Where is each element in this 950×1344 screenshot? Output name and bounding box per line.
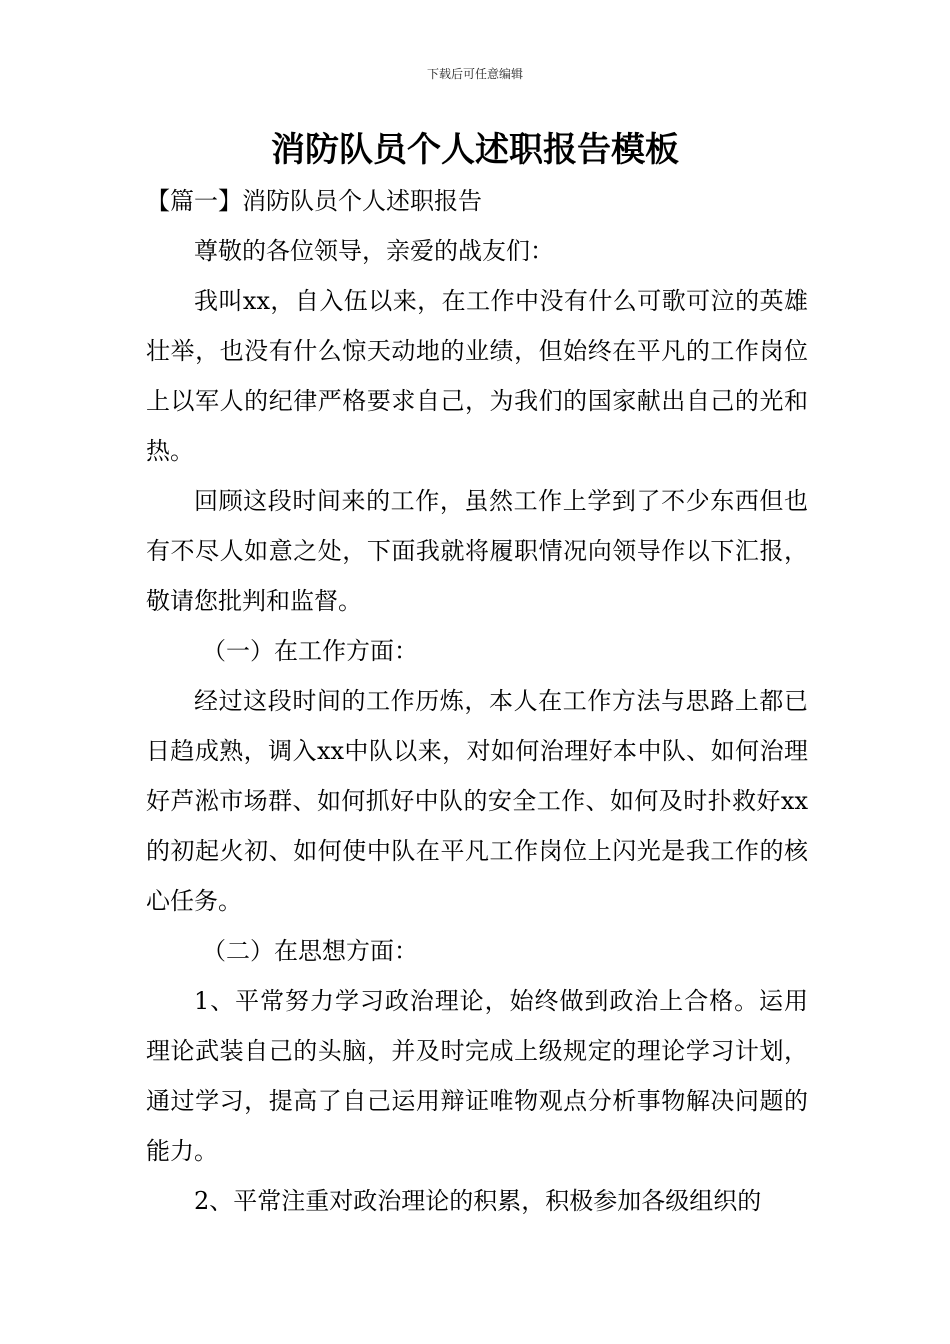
- document-body: [146, 176, 808, 1226]
- subheading-thought: （二）在思想方面：: [202, 937, 418, 965]
- subheading-work: （一）在工作方面：: [202, 637, 418, 665]
- thought-item-2: 2、平常注重对政治理论的积累，积极参加各级组织的: [194, 1187, 762, 1215]
- review-paragraph: 回顾这段时间来的工作，虽然工作上学到了不少东西但也有不尽人如意之处，下面我就将履职情况向领导作以下汇报，敬请您批判和监督。: [146, 487, 808, 615]
- salutation-paragraph: 尊敬的各位领导，亲爱的战友们：: [194, 237, 554, 265]
- document-title: 消防队员个人述职报告模板: [271, 130, 679, 170]
- thought-item-1: 1、平常努力学习政治理论，始终做到政治上合格。运用理论武装自己的头脑，并及时完成上级规定的理论学习计划，通过学习，提高了自己运用辩证唯物观点分析事物解决问题的能力。: [146, 987, 808, 1165]
- header-note: 下载后可任意编辑: [426, 67, 523, 81]
- section-heading: 【篇一】消防队员个人述职报告: [146, 187, 482, 215]
- intro-paragraph: 我叫xx，自入伍以来，在工作中没有什么可歌可泣的英雄壮举，也没有什么惊天动地的业绩，但始终在平凡的工作岗位上以军人的纪律严格要求自己，为我们的国家献出自己的光和热。: [146, 287, 808, 465]
- work-paragraph: 经过这段时间的工作历炼，本人在工作方法与思路上都已日趋成熟，调入xx中队以来，对如何治理好本中队、如何治理好芦淞市场群、如何抓好中队的安全工作、如何及时扑救好xx的初起火初、如何使中队在平凡工作岗位上闪光是我工作的核心任务。: [146, 687, 808, 915]
